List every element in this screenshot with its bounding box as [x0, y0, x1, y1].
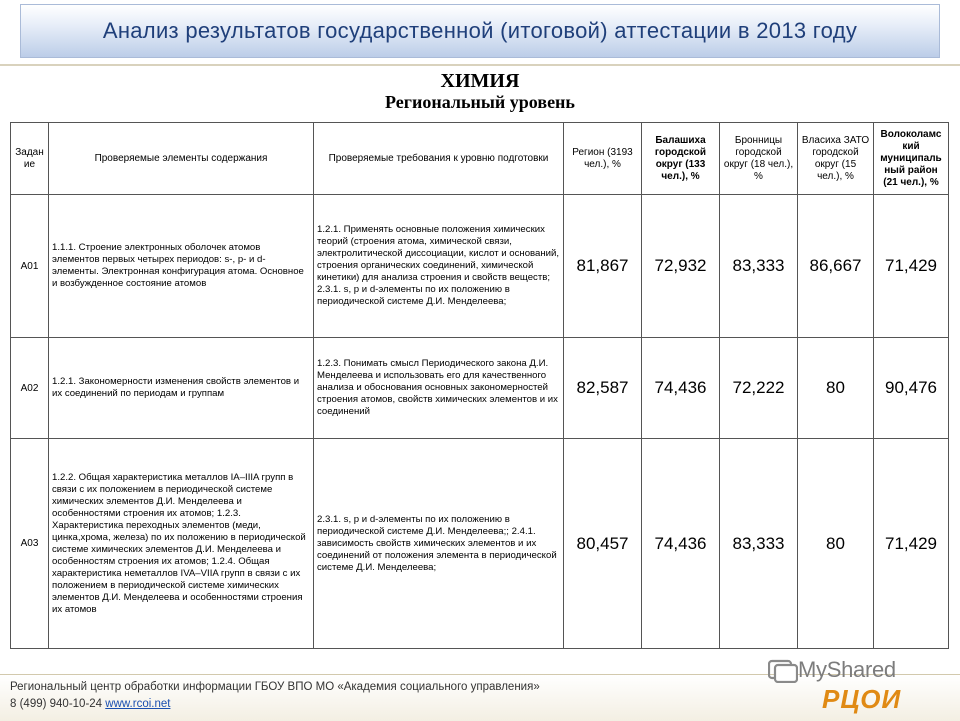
balashikha-value: 74,436: [642, 439, 720, 649]
header-balashikha: Балашиха городской округ (133 чел.), %: [642, 123, 720, 195]
header-vlasikha: Власиха ЗАТО городской округ (15 чел.), %: [798, 123, 874, 195]
footer-phone: 8 (499) 940-10-24: [10, 698, 103, 710]
table-row: [11, 439, 949, 649]
page-title: Анализ результатов государственной (итоговой) аттестации в 2013 году: [102, 18, 858, 43]
task-code: A03: [11, 439, 49, 649]
myshared-icon: [768, 657, 798, 683]
volokolamsk-value: 90,476: [874, 338, 949, 439]
volokolamsk-value: 71,429: [874, 195, 949, 338]
bronnitsy-value: 83,333: [720, 439, 798, 649]
balashikha-value: 72,932: [642, 195, 720, 338]
requirements-cell: 1.2.3. Понимать смысл Периодического закона Д.И. Менделеева и использовать его для качественного анализа и обоснования основных закономерностей строения атомов, свойств химических элементов и их соединений: [314, 338, 564, 439]
header-content: Проверяемые элементы содержания: [49, 123, 314, 195]
myshared-text: MyShared: [798, 657, 896, 682]
header-divider: [0, 64, 960, 66]
subject-title: ХИМИЯ: [440, 70, 520, 92]
task-code: A02: [11, 338, 49, 439]
requirements-cell: 2.3.1. s, p и d-элементы по их положению в периодической системе Д.И. Менделеева;; 2.4.1. зависимость свойств химических элементов и их соединений от положения элемента в периодической системе Д.И. Менделеева;: [314, 439, 564, 649]
vlasikha-value: 80: [798, 338, 874, 439]
vlasikha-value: 86,667: [798, 195, 874, 338]
header-requirements: Проверяемые требования к уровню подготовки: [314, 123, 564, 195]
table-row: [11, 195, 949, 338]
balashikha-value: 74,436: [642, 338, 720, 439]
results-table: [10, 122, 949, 649]
content-cell: 1.2.2. Общая характеристика металлов IA–IIIA групп в связи с их положением в периодической системе химических элементов Д.И. Менделеева и особенностями строения их атомов; 1.2.3. Характеристика переходных элементов (меди, цинка,хрома, железа) по их положению в периодической системе химических элементов Д.И. Менделеева и особенностям строения их атомов; 1.2.4. Общая характеристика неметаллов IVA–VIIA групп в связи с их положением в периодической системе химических элементов Д.И. Менделеева и особенностями строения их атомов: [49, 439, 314, 649]
requirements-cell: 1.2.1. Применять основные положения химических теорий (строения атома, химической связи, электролитической диссоциации, кислот и оснований, строения органических соединений, химической кинетики) для анализа строения и свойств веществ; 2.3.1. s, p и d-элементы по их положению в периодической системе Д.И. Менделеева;: [314, 195, 564, 338]
bronnitsy-value: 72,222: [720, 338, 798, 439]
header-volokolamsk: Волоколамс кий муниципаль ный район (21 чел.), %: [874, 123, 949, 195]
header-task: Задан ие: [11, 123, 49, 195]
table-row: [11, 338, 949, 439]
header-bronnitsy: Бронницы городской округ (18 чел.), %: [720, 123, 798, 195]
vlasikha-value: 80: [798, 439, 874, 649]
myshared-logo: [768, 656, 896, 684]
volokolamsk-value: 71,429: [874, 439, 949, 649]
content-cell: 1.2.1. Закономерности изменения свойств элементов и их соединений по периодам и группам: [49, 338, 314, 439]
content-cell: 1.1.1. Строение электронных оболочек атомов элементов первых четырех периодов: s-, p- и d-элементы. Электронная конфигурация атома. Основное и возбужденное состояние атомов: [49, 195, 314, 338]
rcoi-logo: РЦОИ: [822, 684, 902, 714]
header-bar: [20, 4, 940, 58]
region-value: 82,587: [564, 338, 642, 439]
header-region: Регион (3193 чел.), %: [564, 123, 642, 195]
table-header-row: [11, 123, 949, 195]
footer-org: Региональный центр обработки информации ГБОУ ВПО МО «Академия социального управления»: [10, 681, 540, 693]
bronnitsy-value: 83,333: [720, 195, 798, 338]
footer-contact: [10, 698, 170, 710]
region-value: 80,457: [564, 439, 642, 649]
region-value: 81,867: [564, 195, 642, 338]
level-title: Региональный уровень: [385, 92, 575, 112]
task-code: A01: [11, 195, 49, 338]
footer-link[interactable]: www.rcoi.net: [105, 698, 171, 710]
